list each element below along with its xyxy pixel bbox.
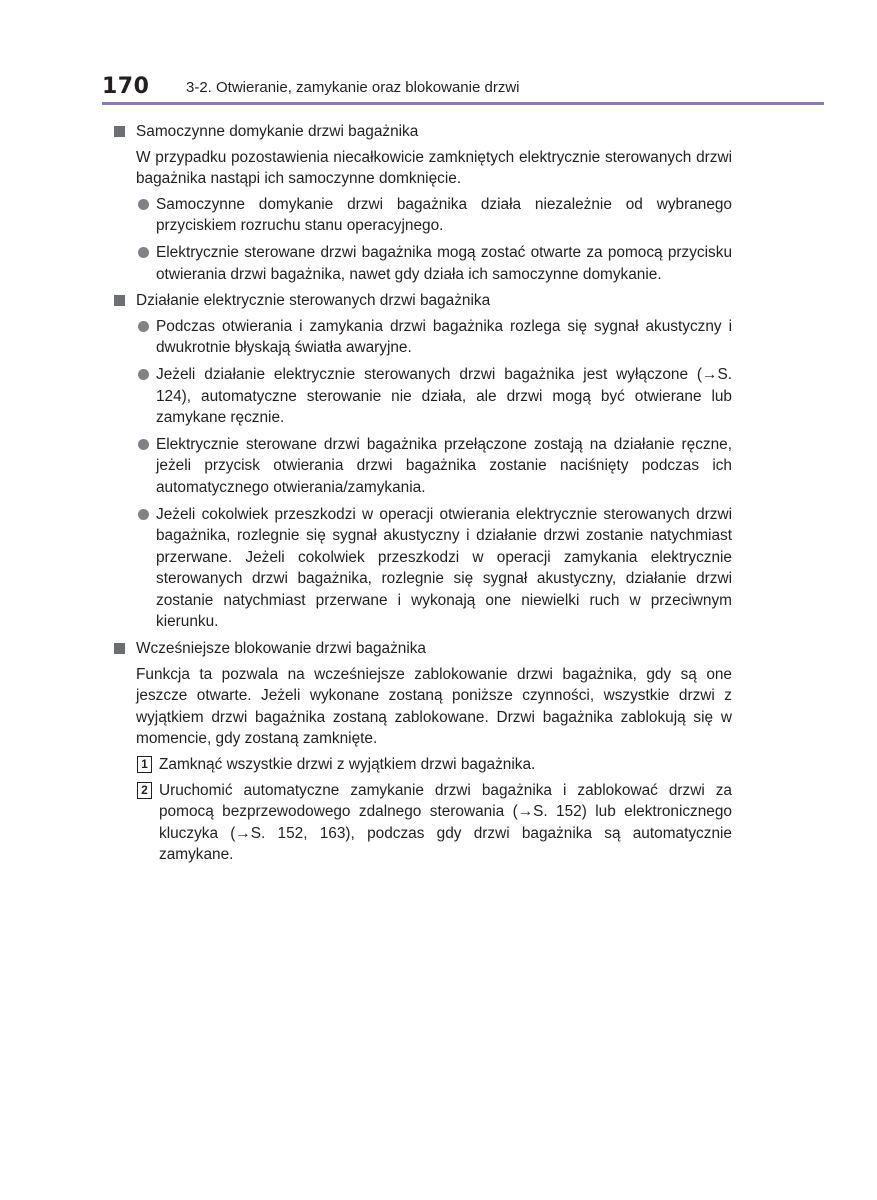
page-number: 170 xyxy=(102,74,150,99)
step-item xyxy=(112,780,732,866)
section-heading xyxy=(112,121,732,143)
circle-bullet-icon xyxy=(138,439,149,450)
bullet-item xyxy=(112,316,732,359)
bullet-item xyxy=(112,194,732,237)
header-rule xyxy=(102,102,824,105)
bullet-text: Samoczynne domykanie drzwi bagażnika działa niezależnie od wybranego przyciskiem rozruchu stanu operacyjnego. xyxy=(156,195,732,235)
bullet-text: Elektrycznie sterowane drzwi bagażnika przełączone zostają na działanie ręczne, jeżeli przycisk otwierania drzwi bagażnika zostanie naciśnięty podczas ich automatycznego otwierania/zamykania. xyxy=(156,435,732,496)
step-number: 2 xyxy=(137,782,152,799)
bullet-item xyxy=(112,242,732,285)
section-heading xyxy=(112,638,732,660)
square-bullet-icon xyxy=(114,643,125,654)
square-bullet-icon xyxy=(114,295,125,306)
page-header xyxy=(102,70,824,104)
circle-bullet-icon xyxy=(138,509,149,520)
step-number: 1 xyxy=(137,756,152,773)
bullet-item xyxy=(112,504,732,634)
circle-bullet-icon xyxy=(138,199,149,210)
bullet-item xyxy=(112,364,732,429)
section-heading xyxy=(112,290,732,312)
bullet-text: Jeżeli cokolwiek przeszkodzi w operacji otwierania elektrycznie sterowanych drzwi bagażnika, rozlegnie się sygnał akustyczny i działanie drzwi zostanie natychmiast przerwane. Jeżeli cokolwiek przeszkodzi w operacji zamykania elektrycznie sterowanych drzwi bagażnika, rozlegnie się sygnał akustyczny, działanie drzwi zostanie natychmiast przerwane i wykonają one niewielki ruch w przeciwnym kierunku. xyxy=(156,505,732,631)
bullet-text: Jeżeli działanie elektrycznie sterowanych drzwi bagażnika jest wyłączone (→S. 124), automatyczne sterowanie nie działa, ale drzwi mogą być otwierane lub zamykane ręcznie. xyxy=(156,365,732,427)
section-title: Działanie elektrycznie sterowanych drzwi bagażnika xyxy=(136,292,491,310)
chapter-title: 3-2. Otwieranie, zamykanie oraz blokowanie drzwi xyxy=(186,79,520,96)
step-item xyxy=(112,754,732,776)
square-bullet-icon xyxy=(114,126,125,137)
bullet-text: Elektrycznie sterowane drzwi bagażnika mogą zostać otwarte za pomocą przycisku otwierania drzwi bagażnika, nawet gdy działa ich samoczynne domykanie. xyxy=(156,243,732,283)
circle-bullet-icon xyxy=(138,369,149,380)
section-intro: Funkcja ta pozwala na wcześniejsze zablokowanie drzwi bagażnika, gdy są one jeszcze otwarte. Jeżeli wykonane zostaną poniższe czynności, wszystkie drzwi z wyjątkiem drzwi bagażnika zostaną zablokowane. Drzwi bagażnika zablokują się w momencie, gdy zostaną zamknięte. xyxy=(136,665,732,748)
bullet-item xyxy=(112,434,732,499)
step-text: Zamknąć wszystkie drzwi z wyjątkiem drzwi bagażnika. xyxy=(159,756,536,774)
section-title: Wcześniejsze blokowanie drzwi bagażnika xyxy=(136,640,426,658)
section-intro: W przypadku pozostawienia niecałkowicie zamkniętych elektrycznie sterowanych drzwi bagażnika nastąpi ich samoczynne domknięcie. xyxy=(136,148,732,188)
step-text: Uruchomić automatyczne zamykanie drzwi bagażnika i zablokować drzwi za pomocą bezprzewodowego zdalnego sterowania (→S. 152) lub elektronicznego kluczyka (→S. 152, 163), podczas gdy drzwi bagażnika są automatycznie zamykane. xyxy=(159,781,732,864)
circle-bullet-icon xyxy=(138,247,149,258)
section-title: Samoczynne domykanie drzwi bagażnika xyxy=(136,123,419,140)
circle-bullet-icon xyxy=(138,321,149,332)
bullet-text: Podczas otwierania i zamykania drzwi bagażnika rozlega się sygnał akustyczny i dwukrotnie błyskają światła awaryjne. xyxy=(156,317,732,357)
page-body xyxy=(112,118,732,870)
